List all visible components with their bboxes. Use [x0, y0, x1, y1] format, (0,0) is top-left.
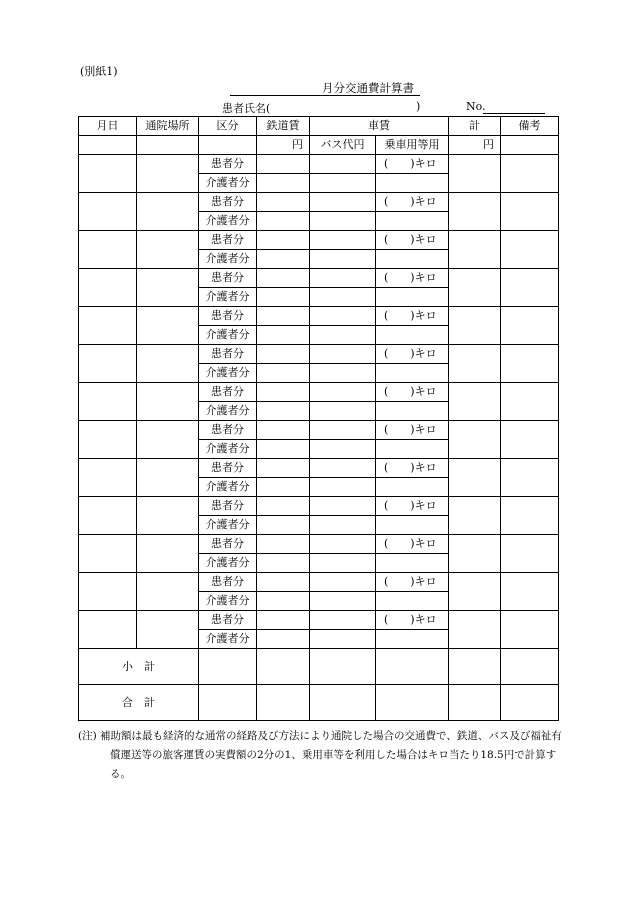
remarks-cell	[501, 573, 559, 611]
date-cell	[79, 231, 137, 269]
header-row	[79, 117, 559, 136]
category-patient: 患者分	[199, 155, 257, 174]
remarks-cell	[501, 611, 559, 649]
total-cell	[449, 459, 501, 497]
car-km-cell: ( )キロ	[376, 611, 449, 630]
sum-cell	[310, 685, 376, 721]
table-row	[79, 573, 559, 592]
header-date: 月日	[79, 117, 137, 136]
bus-cell	[310, 326, 376, 345]
header-total: 計	[449, 117, 501, 136]
remarks-cell	[501, 421, 559, 459]
bus-cell	[310, 630, 376, 649]
car-km-cell: ( )キロ	[376, 345, 449, 364]
bus-cell	[310, 250, 376, 269]
bus-cell	[310, 554, 376, 573]
bus-cell	[310, 421, 376, 440]
remarks-cell	[501, 345, 559, 383]
railway-cell	[257, 611, 310, 630]
bus-cell	[310, 440, 376, 459]
railway-cell	[257, 269, 310, 288]
number-underline	[483, 113, 545, 114]
category-caregiver: 介護者分	[199, 630, 257, 649]
patient-name-label: 患者氏名(	[222, 102, 271, 115]
grand-total-label: 合 計	[79, 685, 199, 721]
bus-cell	[310, 611, 376, 630]
category-patient: 患者分	[199, 611, 257, 630]
railway-cell	[257, 174, 310, 193]
total-cell	[449, 193, 501, 231]
remarks-cell	[501, 193, 559, 231]
remarks-cell	[501, 231, 559, 269]
car-cell	[376, 364, 449, 383]
header-remarks-blank	[501, 136, 559, 155]
clinic-cell	[137, 611, 199, 649]
bus-cell	[310, 478, 376, 497]
sum-cell	[449, 649, 501, 685]
footnote	[78, 727, 564, 784]
header-bus: バス代円	[310, 136, 376, 155]
category-patient: 患者分	[199, 573, 257, 592]
date-cell	[79, 269, 137, 307]
category-patient: 患者分	[199, 459, 257, 478]
railway-cell	[257, 383, 310, 402]
category-caregiver: 介護者分	[199, 516, 257, 535]
date-cell	[79, 193, 137, 231]
header-category-blank	[199, 136, 257, 155]
table-row	[79, 307, 559, 326]
bus-cell	[310, 364, 376, 383]
clinic-cell	[137, 269, 199, 307]
header-car: 乗車用等用	[376, 136, 449, 155]
car-cell	[376, 402, 449, 421]
car-cell	[376, 326, 449, 345]
car-km-cell: ( )キロ	[376, 155, 449, 174]
remarks-cell	[501, 269, 559, 307]
railway-cell	[257, 592, 310, 611]
category-caregiver: 介護者分	[199, 250, 257, 269]
category-patient: 患者分	[199, 535, 257, 554]
railway-cell	[257, 307, 310, 326]
clinic-cell	[137, 231, 199, 269]
sum-cell	[501, 649, 559, 685]
clinic-cell	[137, 573, 199, 611]
category-patient: 患者分	[199, 269, 257, 288]
sum-cell	[449, 685, 501, 721]
clinic-cell	[137, 383, 199, 421]
bus-cell	[310, 383, 376, 402]
car-km-cell: ( )キロ	[376, 573, 449, 592]
railway-cell	[257, 364, 310, 383]
railway-cell	[257, 155, 310, 174]
car-km-cell: ( )キロ	[376, 231, 449, 250]
date-cell	[79, 421, 137, 459]
railway-cell	[257, 478, 310, 497]
number-label: No.	[466, 100, 486, 113]
category-caregiver: 介護者分	[199, 174, 257, 193]
category-caregiver: 介護者分	[199, 364, 257, 383]
remarks-cell	[501, 497, 559, 535]
car-cell	[376, 592, 449, 611]
header-total-unit: 円	[449, 136, 501, 155]
car-km-cell: ( )キロ	[376, 459, 449, 478]
patient-name-close: )	[416, 100, 421, 113]
total-cell	[449, 535, 501, 573]
car-km-cell: ( )キロ	[376, 269, 449, 288]
subtotal-row	[79, 649, 559, 685]
category-caregiver: 介護者分	[199, 592, 257, 611]
bus-cell	[310, 459, 376, 478]
clinic-cell	[137, 497, 199, 535]
total-cell	[449, 269, 501, 307]
bus-cell	[310, 212, 376, 231]
total-cell	[449, 231, 501, 269]
remarks-cell	[501, 459, 559, 497]
car-cell	[376, 554, 449, 573]
header-railway-unit: 円	[257, 136, 310, 155]
table-row	[79, 611, 559, 630]
category-caregiver: 介護者分	[199, 554, 257, 573]
bus-cell	[310, 193, 376, 212]
date-cell	[79, 535, 137, 573]
car-cell	[376, 630, 449, 649]
category-patient: 患者分	[199, 345, 257, 364]
category-caregiver: 介護者分	[199, 402, 257, 421]
bus-cell	[310, 307, 376, 326]
railway-cell	[257, 250, 310, 269]
footnote-text: (注) 補助額は最も経済的な通常の経路及び方法により通院した場合の交通費で、鉄道、バス及び福祉有償運送等の旅客運賃の実費額の2分の1、乗用車等を利用した場合はキロ当たり18.5円で計算する。	[78, 730, 562, 780]
railway-cell	[257, 193, 310, 212]
header-fare: 車賃	[310, 117, 449, 136]
table-row	[79, 193, 559, 212]
clinic-cell	[137, 421, 199, 459]
bus-cell	[310, 592, 376, 611]
date-cell	[79, 155, 137, 193]
subtotal-label: 小 計	[79, 649, 199, 685]
car-km-cell: ( )キロ	[376, 535, 449, 554]
railway-cell	[257, 345, 310, 364]
bus-cell	[310, 497, 376, 516]
sum-cell	[376, 649, 449, 685]
total-cell	[449, 345, 501, 383]
car-cell	[376, 288, 449, 307]
month-underline	[230, 95, 420, 96]
railway-cell	[257, 459, 310, 478]
table-row	[79, 421, 559, 440]
bus-cell	[310, 402, 376, 421]
table-row	[79, 383, 559, 402]
category-caregiver: 介護者分	[199, 326, 257, 345]
category-caregiver: 介護者分	[199, 478, 257, 497]
table-row	[79, 459, 559, 478]
header-category: 区分	[199, 117, 257, 136]
car-km-cell: ( )キロ	[376, 193, 449, 212]
table-row	[79, 535, 559, 554]
category-patient: 患者分	[199, 497, 257, 516]
form-title: 月分交通費計算書	[322, 81, 414, 95]
bus-cell	[310, 573, 376, 592]
bus-cell	[310, 288, 376, 307]
car-km-cell: ( )キロ	[376, 307, 449, 326]
total-cell	[449, 497, 501, 535]
railway-cell	[257, 554, 310, 573]
bus-cell	[310, 155, 376, 174]
clinic-cell	[137, 459, 199, 497]
railway-cell	[257, 516, 310, 535]
sum-cell	[257, 685, 310, 721]
car-km-cell: ( )キロ	[376, 383, 449, 402]
category-patient: 患者分	[199, 383, 257, 402]
railway-cell	[257, 421, 310, 440]
car-km-cell: ( )キロ	[376, 497, 449, 516]
railway-cell	[257, 231, 310, 250]
category-patient: 患者分	[199, 231, 257, 250]
header-date-blank	[79, 136, 137, 155]
total-cell	[449, 383, 501, 421]
date-cell	[79, 611, 137, 649]
bus-cell	[310, 516, 376, 535]
header-railway: 鉄道賃	[257, 117, 310, 136]
clinic-cell	[137, 155, 199, 193]
date-cell	[79, 497, 137, 535]
sum-cell	[257, 649, 310, 685]
table-row	[79, 497, 559, 516]
total-cell	[449, 421, 501, 459]
car-km-cell: ( )キロ	[376, 421, 449, 440]
transport-cost-table	[78, 116, 559, 721]
railway-cell	[257, 630, 310, 649]
total-cell	[449, 611, 501, 649]
table-row	[79, 231, 559, 250]
clinic-cell	[137, 307, 199, 345]
remarks-cell	[501, 535, 559, 573]
sum-cell	[310, 649, 376, 685]
car-cell	[376, 212, 449, 231]
header-subrow	[79, 136, 559, 155]
car-cell	[376, 516, 449, 535]
date-cell	[79, 307, 137, 345]
date-cell	[79, 573, 137, 611]
category-patient: 患者分	[199, 421, 257, 440]
remarks-cell	[501, 307, 559, 345]
railway-cell	[257, 288, 310, 307]
date-cell	[79, 345, 137, 383]
railway-cell	[257, 535, 310, 554]
header-clinic: 通院場所	[137, 117, 199, 136]
bus-cell	[310, 174, 376, 193]
car-cell	[376, 440, 449, 459]
car-cell	[376, 174, 449, 193]
category-caregiver: 介護者分	[199, 440, 257, 459]
sum-cell	[501, 685, 559, 721]
category-caregiver: 介護者分	[199, 212, 257, 231]
remarks-cell	[501, 155, 559, 193]
attachment-label: (別紙1)	[80, 65, 118, 78]
clinic-cell	[137, 345, 199, 383]
clinic-cell	[137, 535, 199, 573]
table-row	[79, 155, 559, 174]
total-cell	[449, 307, 501, 345]
railway-cell	[257, 573, 310, 592]
bus-cell	[310, 535, 376, 554]
railway-cell	[257, 402, 310, 421]
remarks-cell	[501, 383, 559, 421]
category-patient: 患者分	[199, 193, 257, 212]
car-cell	[376, 250, 449, 269]
railway-cell	[257, 440, 310, 459]
category-patient: 患者分	[199, 307, 257, 326]
table-row	[79, 345, 559, 364]
table-row	[79, 269, 559, 288]
car-cell	[376, 478, 449, 497]
date-cell	[79, 383, 137, 421]
total-cell	[449, 155, 501, 193]
bus-cell	[310, 269, 376, 288]
sum-cell	[376, 685, 449, 721]
sum-cell	[199, 685, 257, 721]
header-clinic-blank	[137, 136, 199, 155]
railway-cell	[257, 212, 310, 231]
railway-cell	[257, 497, 310, 516]
category-caregiver: 介護者分	[199, 288, 257, 307]
sum-cell	[199, 649, 257, 685]
clinic-cell	[137, 193, 199, 231]
railway-cell	[257, 326, 310, 345]
bus-cell	[310, 231, 376, 250]
date-cell	[79, 459, 137, 497]
header-remarks: 備考	[501, 117, 559, 136]
grand-total-row	[79, 685, 559, 721]
bus-cell	[310, 345, 376, 364]
total-cell	[449, 573, 501, 611]
